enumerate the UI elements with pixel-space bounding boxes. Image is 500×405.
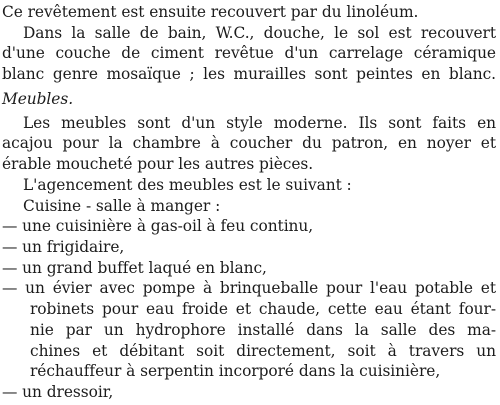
list-item: — un grand buffet laqué en blanc, — [2, 259, 267, 277]
section-heading: Meubles. — [2, 90, 74, 108]
list-item-continuation: chines et débitant soit directement, soit à travers un — [30, 342, 496, 360]
paragraph-line: d'une couche de ciment revêtue d'un carrelage céramique — [2, 44, 496, 62]
paragraph-line: Ce revêtement est ensuite recouvert par du linoléum. — [2, 3, 419, 21]
list-item: — une cuisinière à gas-oil à feu continu, — [2, 217, 314, 235]
paragraph-line: érable moucheté pour les autres pièces. — [2, 155, 314, 173]
list-item: — un évier avec pompe à brinqueballe pour l'eau potable et — [2, 279, 496, 297]
list-item-continuation: réchauffeur à serpentin incorporé dans la cuisinière, — [30, 362, 441, 380]
paragraph-line: Cuisine - salle à manger : — [23, 197, 221, 215]
list-item: — un dressoir, — [2, 383, 114, 401]
list-item-continuation: nie par un hydrophore installé dans la salle des ma- — [30, 321, 496, 339]
list-item: — un frigidaire, — [2, 238, 125, 256]
paragraph-line: Les meubles sont d'un style moderne. Ils sont faits en — [23, 114, 496, 132]
list-item-continuation: robinets pour eau froide et chaude, cette eau étant four- — [30, 300, 496, 318]
paragraph-line: acajou pour la chambre à coucher du patron, en noyer et — [2, 134, 496, 152]
paragraph-line: L'agencement des meubles est le suivant : — [23, 176, 352, 194]
paragraph-line: blanc genre mosaïque ; les murailles sont peintes en blanc. — [2, 65, 496, 83]
paragraph-line: Dans la salle de bain, W.C., douche, le sol est recouvert — [23, 24, 496, 42]
